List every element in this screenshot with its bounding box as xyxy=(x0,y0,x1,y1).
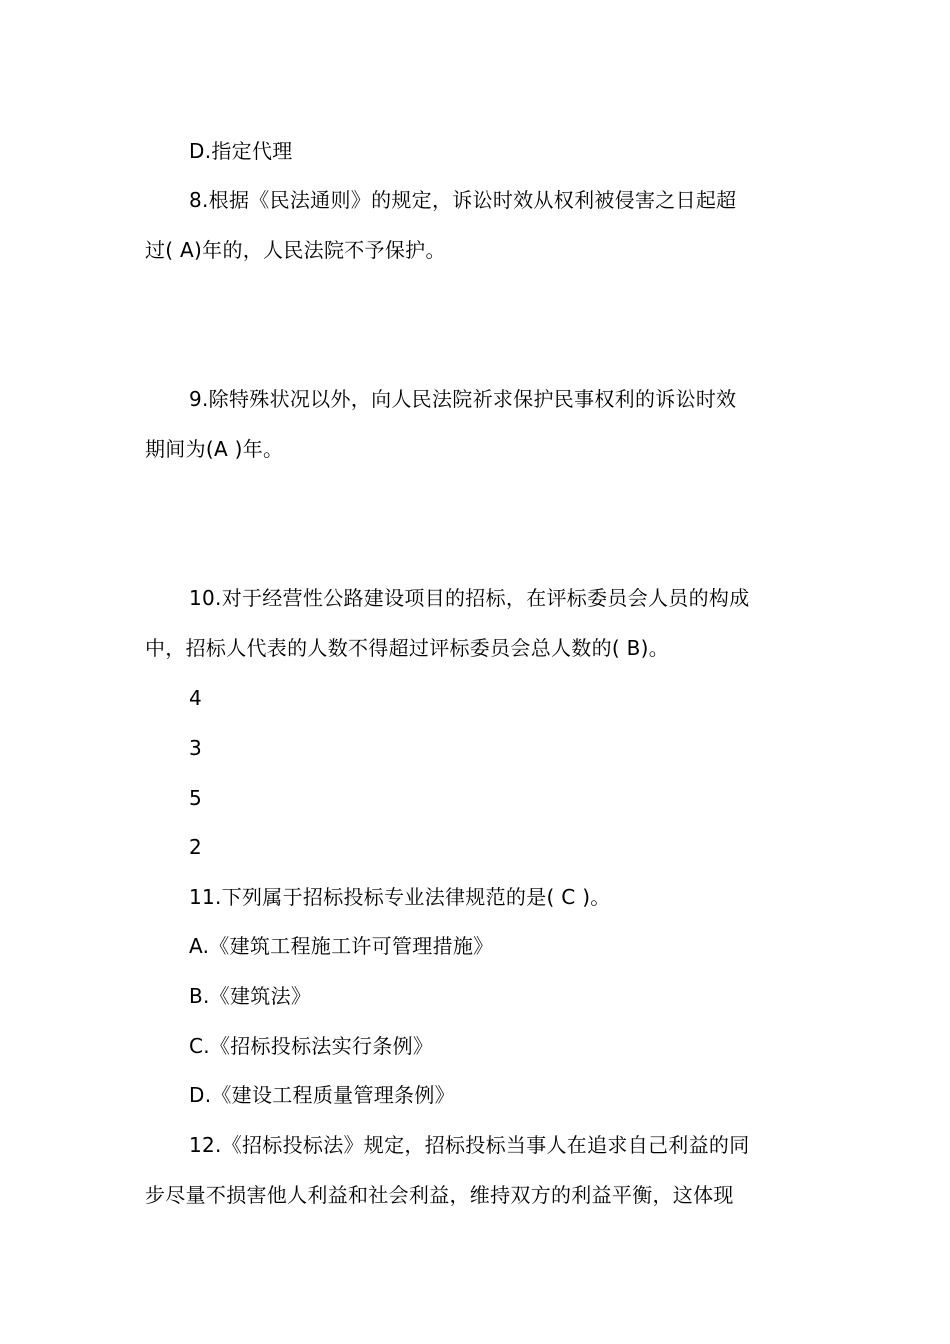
answer-option-4: 4 xyxy=(189,686,203,710)
question-9-line-1: 9.除特殊状况以外，向人民法院祈求保护民事权利的诉讼时效 xyxy=(189,387,737,411)
answer-option-5: 5 xyxy=(189,786,203,810)
question-11-option-b: B.《建筑法》 xyxy=(189,984,312,1008)
answer-option-3: 3 xyxy=(189,736,203,760)
question-11-option-c: C.《招标投标法实行条例》 xyxy=(189,1034,434,1058)
option-d-designated-agent: D.指定代理 xyxy=(189,139,293,163)
question-8-line-2: 过( A)年的，人民法院不予保护。 xyxy=(145,238,446,262)
question-12-line-1: 12.《招标投标法》规定，招标投标当事人在追求自己利益的同 xyxy=(189,1133,750,1157)
question-10-line-1: 10.对于经营性公路建设项目的招标，在评标委员会人员的构成 xyxy=(189,586,750,610)
question-11-option-d: D.《建设工程质量管理条例》 xyxy=(189,1083,455,1107)
question-9-line-2: 期间为(A )年。 xyxy=(145,437,284,461)
question-11-option-a: A.《建筑工程施工许可管理措施》 xyxy=(189,934,494,958)
question-11: 11.下列属于招标投标专业法律规范的是( C )。 xyxy=(189,885,611,909)
question-12-line-2: 步尽量不损害他人利益和社会利益，维持双方的利益平衡，这体现 xyxy=(145,1183,734,1207)
question-8-line-1: 8.根据《民法通则》的规定，诉讼时效从权利被侵害之日起超 xyxy=(189,188,737,212)
answer-option-2: 2 xyxy=(189,835,203,859)
question-10-line-2: 中，招标人代表的人数不得超过评标委员会总人数的( B)。 xyxy=(145,636,670,660)
